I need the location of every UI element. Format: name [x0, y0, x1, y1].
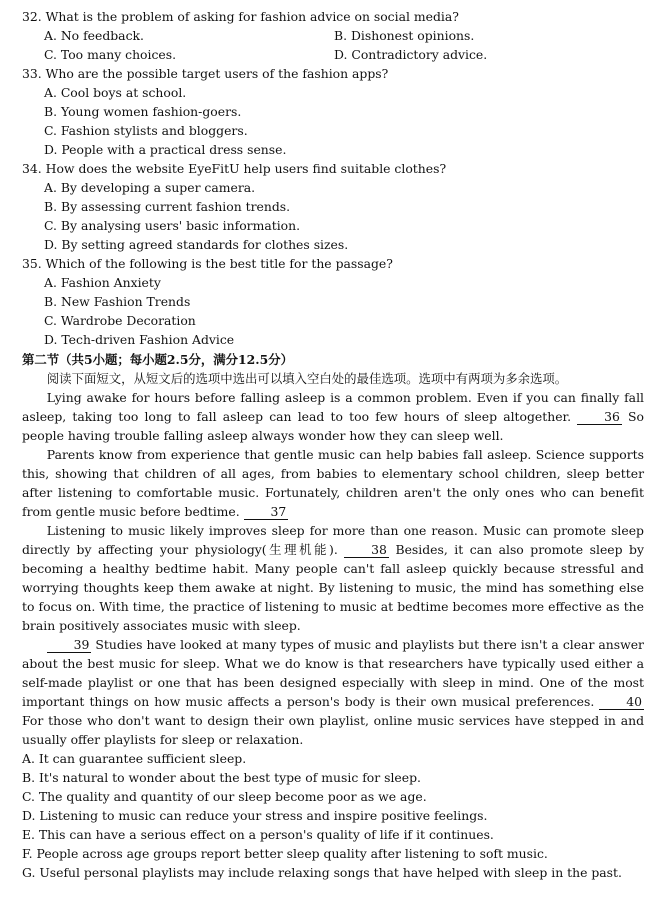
blank-40: 40 [599, 695, 644, 710]
option-d: D. People with a practical dress sense. [44, 142, 287, 157]
question-stem: 34. How does the website EyeFitU help users find suitable clothes? [22, 161, 447, 176]
option-a: A. Cool boys at school. [44, 85, 187, 100]
option-d: D. By setting agreed standards for clothes sizes. [44, 237, 349, 252]
option-a: A. By developing a super camera. [44, 180, 256, 195]
question-34 [22, 159, 644, 254]
question-33 [22, 64, 644, 159]
passage-text: Parents know from experience that gentle music can help babies fall asleep. Science supports this, showing that children of all ages, from babies to elementary school children, sleep better after listening to comfortable music. Fortunately, children aren't the only ones who can benefit from gentle music before bedtime. [22, 447, 644, 519]
choice-g: G. Useful personal playlists may include relaxing songs that have helped with sleep in the past. [22, 865, 622, 880]
passage-paragraph-1 [22, 388, 644, 445]
option-b: B. By assessing current fashion trends. [44, 199, 291, 214]
option-c: C. By analysing users' basic information. [44, 218, 301, 233]
blank-36: 36 [577, 410, 622, 425]
choice-c: C. The quality and quantity of our sleep become poor as we age. [22, 789, 427, 804]
choice-a: A. It can guarantee sufficient sleep. [22, 751, 247, 766]
blank-37: 37 [244, 505, 289, 520]
option-a: A. No feedback. [44, 28, 144, 43]
option-c: C. Fashion stylists and bloggers. [44, 123, 248, 138]
question-stem: 33. Who are the possible target users of the fashion apps? [22, 66, 389, 81]
question-32 [22, 7, 644, 64]
blank-39: 39 [47, 638, 92, 653]
passage-text: Studies have looked at many types of music and playlists but there isn't a clear answer about the best music for sleep. What we do know is that researchers have typically used either a self-made playlist or one that has been designed especially with sleep in mind. One of the most important things on how music affects a person's body is their own musical preferences. [22, 637, 644, 709]
section-heading: 第二节（共5小题；每小题2.5分，满分12.5分） [22, 352, 293, 367]
option-d: D. Contradictory advice. [334, 47, 488, 62]
choice-e: E. This can have a serious effect on a person's quality of life if it continues. [22, 827, 494, 842]
choice-d: D. Listening to music can reduce your stress and inspire positive feelings. [22, 808, 488, 823]
cloze-passage [22, 388, 644, 749]
section-instruction: 阅读下面短文，从短文后的选项中选出可以填入空白处的最佳选项。选项中有两项为多余选项。 [46, 371, 568, 386]
passage-paragraph-4 [22, 635, 644, 749]
passage-text: For those who don't want to design their own playlist, online music services have stepped in and usually offer playlists for sleep or relaxation. [22, 713, 644, 747]
passage-text: Lying awake for hours before falling asleep is a common problem. Even if you can finally fall asleep, taking too long to fall asleep can lead to too few hours of sleep altogether. [22, 390, 644, 424]
blank-38: 38 [344, 543, 389, 558]
question-stem: 35. Which of the following is the best title for the passage? [22, 256, 393, 271]
passage-text: Besides, it can also promote sleep by becoming a healthy bedtime habit. Many people can't fall asleep quickly because stressful and worrying thoughts keep them awake at night. By listening to music, the mind has something else to focus on. With time, the practice of listening to music at bedtime becomes more effective as the brain positively associates music with sleep. [22, 542, 644, 633]
passage-paragraph-2 [22, 445, 644, 521]
option-d: D. Tech-driven Fashion Advice [44, 332, 235, 347]
answer-choices [22, 749, 644, 882]
option-b: B. Dishonest opinions. [334, 28, 475, 43]
passage-text: Listening to music likely improves sleep for more than one reason. Music can promote sleep directly by affecting your physiology(生理机能). [22, 523, 644, 557]
passage-text: So people having trouble falling asleep always wonder how they can sleep well. [22, 409, 644, 443]
option-b: B. Young women fashion-goers. [44, 104, 242, 119]
question-stem: 32. What is the problem of asking for fashion advice on social media? [22, 9, 459, 24]
choice-b: B. It's natural to wonder about the best type of music for sleep. [22, 770, 421, 785]
question-35 [22, 254, 644, 349]
option-c: C. Wardrobe Decoration [44, 313, 196, 328]
option-grid [22, 26, 644, 64]
option-c: C. Too many choices. [44, 47, 177, 62]
option-a: A. Fashion Anxiety [44, 275, 161, 290]
option-b: B. New Fashion Trends [44, 294, 191, 309]
choice-f: F. People across age groups report better sleep quality after listening to soft music. [22, 846, 548, 861]
passage-paragraph-3 [22, 521, 644, 635]
